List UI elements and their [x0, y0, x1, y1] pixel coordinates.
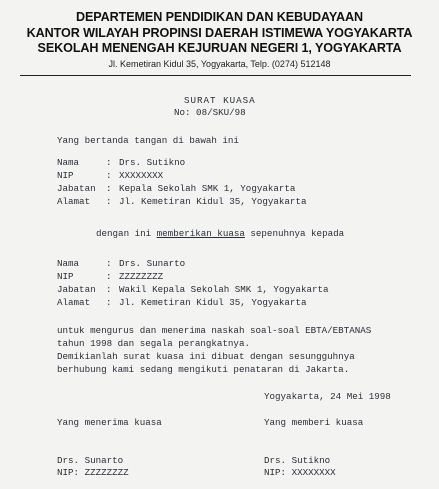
- grantor-position-label: Jabatan: [57, 183, 96, 194]
- intro-text: Yang bertanda tangan di bawah ini: [57, 135, 239, 146]
- grantor-address-separator: :: [106, 196, 112, 207]
- grantor-name-value: Drs. Sutikno: [119, 157, 186, 168]
- grantee-nip-label: NIP: [57, 271, 74, 282]
- grant-statement-prefix: dengan ini: [96, 228, 157, 239]
- receiver-label: Yang menerima kuasa: [57, 417, 162, 428]
- grant-statement: [96, 228, 344, 239]
- purpose-line-2: tahun 1998 dan segala perangkatnya.: [57, 338, 250, 349]
- grantee-address-value: Jl. Kemetiran Kidul 35, Yogyakarta: [119, 297, 307, 308]
- grantee-position-value: Wakil Kepala Sekolah SMK 1, Yogyakarta: [119, 284, 329, 295]
- document-number: No: 08/SKU/98: [174, 107, 246, 118]
- letterhead-divider: [20, 75, 411, 76]
- grantee-address-separator: :: [106, 297, 112, 308]
- grantor-address-label: Alamat: [57, 196, 91, 207]
- closing-line-1: Demikianlah surat kuasa ini dibuat dengan sesungguhnya: [57, 351, 355, 362]
- grantee-nip-value: ZZZZZZZZ: [119, 271, 164, 282]
- letterhead: [0, 10, 439, 71]
- letterhead-school-name: SEKOLAH MENENGAH KEJURUAN NEGERI 1, YOGYAKARTA: [37, 41, 402, 55]
- grantee-name-label: Nama: [57, 258, 80, 269]
- place-and-date: Yogyakarta, 24 Mei 1998: [264, 391, 391, 402]
- letterhead-address: Jl. Kemetiran Kidul 35, Yogyakarta, Telp. (0274) 512148: [108, 58, 331, 69]
- grantee-name-value: Drs. Sunarto: [119, 258, 186, 269]
- grantee-address-label: Alamat: [57, 297, 91, 308]
- grantor-nip-value: XXXXXXXX: [119, 170, 164, 181]
- grantee-position-separator: :: [106, 284, 112, 295]
- grantor-nip-label: NIP: [57, 170, 74, 181]
- giver-nip: NIP: XXXXXXXX: [264, 467, 336, 478]
- letterhead-regional-office: KANTOR WILAYAH PROPINSI DAERAH ISTIMEWA YOGYAKARTA: [26, 25, 413, 40]
- grantor-name-label: Nama: [57, 157, 80, 168]
- purpose-line-1: untuk mengurus dan menerima naskah soal-soal EBTA/EBTANAS: [57, 325, 372, 336]
- grantee-nip-separator: :: [106, 271, 112, 282]
- grantor-name-separator: :: [106, 157, 112, 168]
- receiver-nip: NIP: ZZZZZZZZ: [57, 467, 129, 478]
- receiver-name: Drs. Sunarto: [57, 455, 124, 466]
- grantee-position-label: Jabatan: [57, 284, 96, 295]
- grantee-name-separator: :: [106, 258, 112, 269]
- giver-name: Drs. Sutikno: [264, 455, 331, 466]
- closing-line-2: berhubung kami sedang mengikuti penataran di Jakarta.: [57, 364, 350, 375]
- grant-statement-suffix: sepenuhnya kepada: [244, 228, 345, 239]
- letterhead-department: DEPARTEMEN PENDIDIKAN DAN KEBUDAYAAN: [75, 10, 364, 24]
- grantor-position-separator: :: [106, 183, 112, 194]
- grantor-address-value: Jl. Kemetiran Kidul 35, Yogyakarta: [119, 196, 307, 207]
- grantor-nip-separator: :: [106, 170, 112, 181]
- grant-statement-emphasis: memberikan kuasa: [156, 228, 245, 239]
- document-title: SURAT KUASA: [184, 95, 256, 106]
- giver-label: Yang memberi kuasa: [264, 417, 364, 428]
- grantor-position-value: Kepala Sekolah SMK 1, Yogyakarta: [119, 183, 296, 194]
